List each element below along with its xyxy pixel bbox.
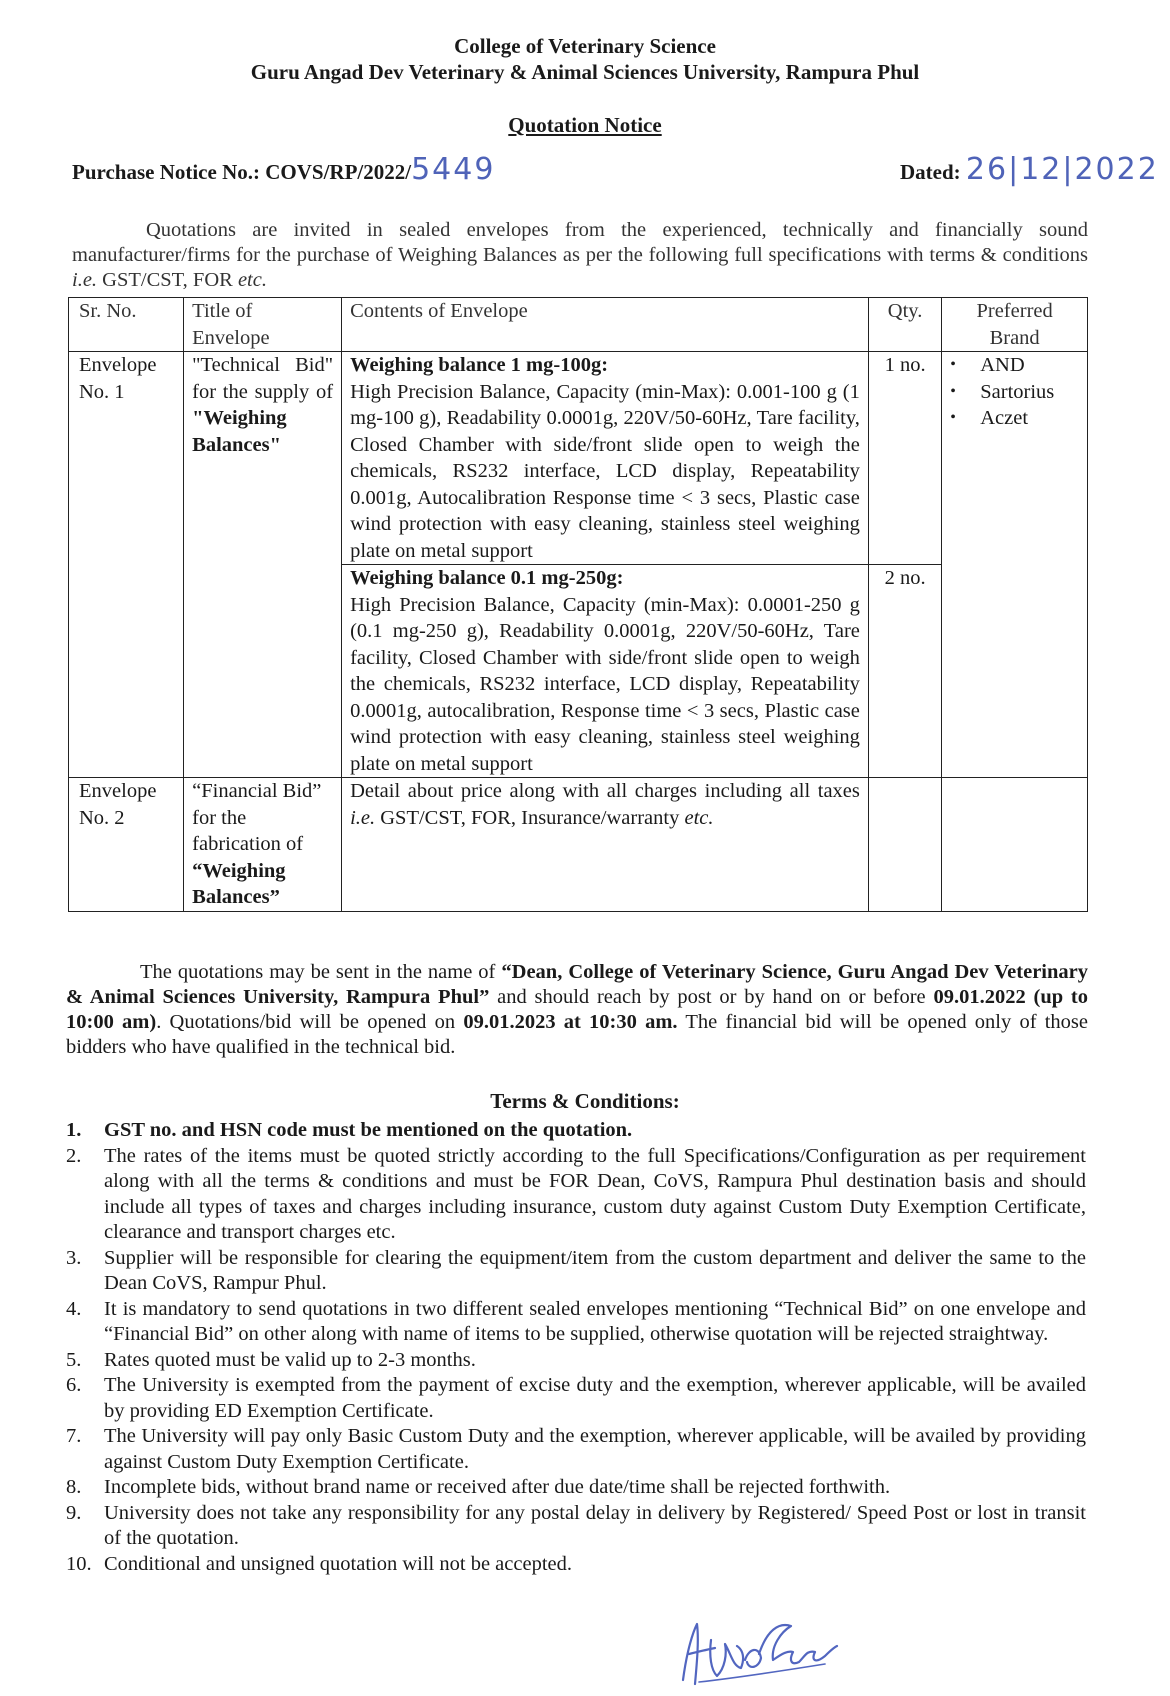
notice-title: Quotation Notice [508,113,662,137]
item-1-qty: 1 no. [868,352,941,565]
submission-paragraph: The quotations may be sent in the name of “Dean, College of Veterinary Science, Guru Angad Dev Veterinary & Animal Sciences University, Rampura Phul” and should reach by post or by hand on or before 09.01.2022 (up to 10:00 am). Quotations/bid will be opened on 09.01.2023 at 10:30 am. The financial bid will be opened only of those bidders who have qualified in the technical bid. [66,961,1089,1058]
terms-item: 9. University does not take any responsibility for any postal delay in delivery by Registered/ Speed Post or lost in transit of the quotation. [66,1501,1086,1549]
terms-heading: Terms & Conditions: [490,1089,680,1113]
signature-image [675,1610,840,1690]
purchase-notice-number: 5449 [411,152,496,187]
terms-item: 8. Incomplete bids, without brand name or received after due date/time shall be rejected forthwith. [66,1476,891,1498]
envelope-2-sr: Envelope No. 2 [69,778,184,912]
item-1-contents [342,352,869,565]
brand-item: • AND [980,352,1079,379]
envelope-2-brand [942,778,1088,912]
envelope-2-title: “Financial Bid” for the fabrication of “Weighing Balances” [184,778,342,912]
brand-item: • Sartorius [980,379,1079,406]
table-header-row [69,298,1088,352]
terms-item: 7. The University will pay only Basic Custom Duty and the exemption, wherever applicable, will be availed by providing against Custom Duty Exemption Certificate. [66,1425,1086,1473]
header-title: Title of Envelope [184,298,342,352]
terms-item: 1. GST no. and HSN code must be mentioned on the quotation. [66,1119,633,1141]
dated-line [900,152,1159,187]
terms-list [66,1118,1086,1577]
item-2-qty: 2 no. [868,565,941,778]
envelope-1-sr: Envelope No. 1 [69,352,184,778]
item-2-name: Weighing balance 0.1 mg-250g: [350,567,624,589]
header-sr-no: Sr. No. [69,298,184,352]
envelope-2-contents: Detail about price along with all charges including all taxes i.e. GST/CST, FOR, Insurance/warranty etc. [342,778,869,912]
envelope-2-qty [868,778,941,912]
purchase-notice-label: Purchase Notice No.: COVS/RP/2022/ [72,160,412,184]
university-name: Guru Angad Dev Veterinary & Animal Sciences University, Rampura Phul [250,60,920,84]
college-name: College of Veterinary Science [454,34,716,58]
item-2-contents [342,565,869,778]
envelope-1-title: "Technical Bid" for the supply of "Weighing Balances" [184,352,342,778]
header-qty: Qty. [868,298,941,352]
table-row [69,352,1088,565]
preferred-brands [942,352,1088,778]
header-brand: Preferred Brand [942,298,1088,352]
brand-item: • Aczet [980,405,1079,432]
terms-item: 10. Conditional and unsigned quotation will not be accepted. [66,1552,572,1575]
item-2-spec: High Precision Balance, Capacity (min-Max): 0.0001-250 g (0.1 mg-250 g), Readability 0.0001g, 220V/50-60Hz, Tare facility, Closed Chamber with side/front slide open to weigh the chemicals, RS232 interface, LCD display, Repeatability 0.0001g, autocalibration, Response time < 3 secs, Plastic case wind protection with easy cleaning, stainless steel weighing plate on metal support [350,593,860,775]
header-contents: Contents of Envelope [342,298,869,352]
terms-item: 4. It is mandatory to send quotations in two different sealed envelopes mentioning “Technical Bid” on one envelope and “Financial Bid” on other along with name of items to be supplied, otherwise quotation will be rejected straightway. [66,1297,1086,1345]
terms-item: 2. The rates of the items must be quoted strictly according to the full Specifications/Configuration as per requirement along with all the terms & conditions and must be FOR Dean, CoVS, Rampura Phul destination basis and should include all types of taxes and charges including insurance, custom duty against Custom Duty Exemption Certificate, clearance and transport charges etc. [66,1144,1086,1243]
intro-paragraph: Quotations are invited in sealed envelopes from the experienced, technically and financially sound manufacturer/firms for the purchase of Weighing Balances as per the following full specifications with terms & conditions i.e. GST/CST, FOR etc. [72,219,1088,291]
table-row [69,778,1088,912]
envelope-table [68,297,1088,912]
dated-value: 26|12|2022 [965,152,1159,187]
item-1-name: Weighing balance 1 mg-100g: [350,354,609,376]
item-1-spec: High Precision Balance, Capacity (min-Max): 0.001-100 g (1 mg-100 g), Readability 0.0001g, 220V/50-60Hz, Tare facility, Closed Chamber with side/front slide open to weigh the chemicals, RS232 interface, LCD display, Repeatability 0.001g, Autocalibration Response time < 3 secs, Plastic case wind protection with easy cleaning, stainless steel weighing plate on metal support [350,380,860,562]
terms-item: 3. Supplier will be responsible for clearing the equipment/item from the custom department and deliver the same to the Dean CoVS, Rampur Phul. [66,1246,1086,1294]
terms-item: 6. The University is exempted from the payment of excise duty and the exemption, wherever applicable, will be availed by providing ED Exemption Certificate. [66,1374,1086,1422]
terms-item: 5. Rates quoted must be valid up to 2-3 months. [66,1348,476,1371]
purchase-notice-line [72,152,495,187]
dated-label: Dated: [900,160,961,184]
